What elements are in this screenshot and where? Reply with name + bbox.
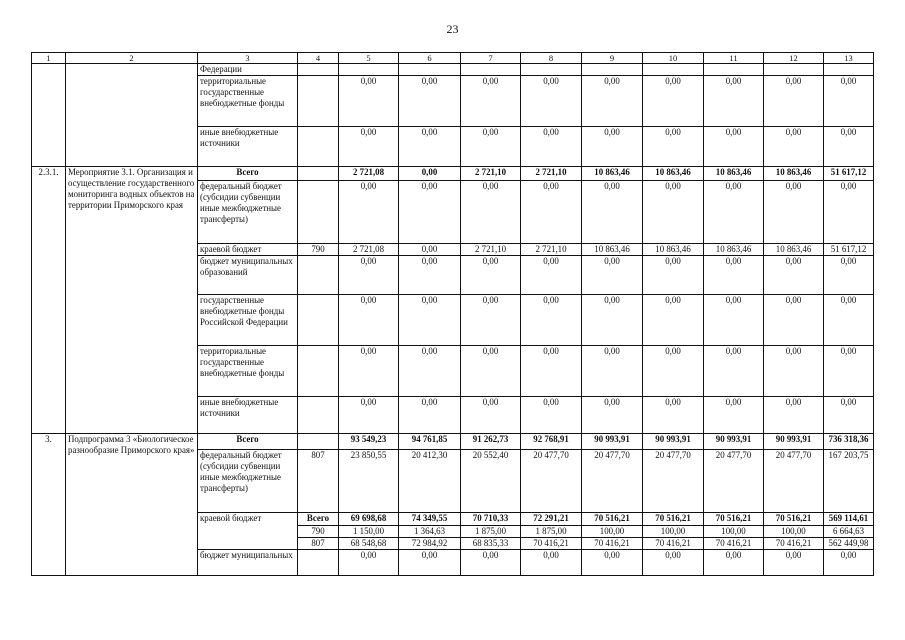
amount-cell: 68 835,33 xyxy=(461,538,521,550)
amount-cell: 20 412,30 xyxy=(399,450,461,513)
amount-cell: 0,00 xyxy=(399,244,461,256)
amount-cell: 100,00 xyxy=(643,526,704,538)
amount-cell: 20 477,70 xyxy=(643,450,704,513)
funding-source-cell: Всего xyxy=(198,167,298,181)
amount-cell: 0,00 xyxy=(399,127,461,167)
amount-cell: 0,00 xyxy=(704,127,764,167)
column-header: 8 xyxy=(521,53,582,64)
amount-cell: 90 993,91 xyxy=(704,434,764,450)
amount-cell: 0,00 xyxy=(704,295,764,346)
budget-code-cell: 807 xyxy=(298,538,339,550)
amount-cell: 0,00 xyxy=(461,127,521,167)
amount-cell: 10 863,46 xyxy=(704,244,764,256)
column-number-row xyxy=(32,53,874,64)
page-number: 23 xyxy=(446,22,459,36)
budget-code-cell xyxy=(298,295,339,346)
amount-cell xyxy=(399,64,461,76)
amount-cell: 562 449,98 xyxy=(824,538,874,550)
budget-code-cell: 790 xyxy=(298,244,339,256)
amount-cell: 0,00 xyxy=(764,76,824,127)
amount-cell: 23 850,55 xyxy=(339,450,399,513)
amount-cell: 0,00 xyxy=(643,346,704,397)
amount-cell: 70 416,21 xyxy=(704,538,764,550)
amount-cell: 0,00 xyxy=(643,550,704,576)
amount-cell: 0,00 xyxy=(399,256,461,295)
funding-source-cell: краевой бюджет xyxy=(198,513,298,550)
amount-cell: 569 114,61 xyxy=(824,513,874,526)
column-header: 1 xyxy=(32,53,66,64)
amount-cell: 0,00 xyxy=(461,256,521,295)
amount-cell: 0,00 xyxy=(704,550,764,576)
amount-cell: 90 993,91 xyxy=(582,434,643,450)
amount-cell: 0,00 xyxy=(582,550,643,576)
amount-cell xyxy=(582,64,643,76)
column-header: 6 xyxy=(399,53,461,64)
amount-cell: 1 364,63 xyxy=(399,526,461,538)
amount-cell: 2 721,08 xyxy=(339,244,399,256)
item-number-cell: 2.3.1. xyxy=(32,167,66,434)
funding-source-cell: федеральный бюджет (субсидии субвенции иные межбюджетные трансферты) xyxy=(198,450,298,513)
amount-cell: 74 349,55 xyxy=(399,513,461,526)
amount-cell: 0,00 xyxy=(399,397,461,434)
amount-cell: 94 761,85 xyxy=(399,434,461,450)
amount-cell xyxy=(643,64,704,76)
amount-cell: 2 721,10 xyxy=(521,167,582,181)
column-header: 13 xyxy=(824,53,874,64)
amount-cell: 0,00 xyxy=(824,76,874,127)
amount-cell: 0,00 xyxy=(643,295,704,346)
amount-cell: 0,00 xyxy=(339,76,399,127)
amount-cell: 0,00 xyxy=(764,256,824,295)
amount-cell: 51 617,12 xyxy=(824,167,874,181)
budget-code-cell: Всего xyxy=(298,513,339,526)
amount-cell: 68 548,68 xyxy=(339,538,399,550)
amount-cell: 0,00 xyxy=(704,256,764,295)
amount-cell: 2 721,10 xyxy=(521,244,582,256)
amount-cell: 0,00 xyxy=(824,397,874,434)
amount-cell: 0,00 xyxy=(521,295,582,346)
amount-cell: 2 721,08 xyxy=(339,167,399,181)
amount-cell: 0,00 xyxy=(704,397,764,434)
amount-cell: 2 721,10 xyxy=(461,244,521,256)
amount-cell: 20 477,70 xyxy=(764,450,824,513)
amount-cell: 100,00 xyxy=(582,526,643,538)
budget-code-cell xyxy=(298,346,339,397)
budget-table xyxy=(31,52,874,576)
amount-cell: 10 863,46 xyxy=(582,167,643,181)
amount-cell: 1 150,00 xyxy=(339,526,399,538)
amount-cell: 736 318,36 xyxy=(824,434,874,450)
amount-cell: 0,00 xyxy=(339,181,399,244)
amount-cell: 70 516,21 xyxy=(643,513,704,526)
amount-cell: 10 863,46 xyxy=(704,167,764,181)
amount-cell: 20 477,70 xyxy=(582,450,643,513)
amount-cell: 0,00 xyxy=(643,127,704,167)
amount-cell: 0,00 xyxy=(764,397,824,434)
budget-code-cell xyxy=(298,76,339,127)
amount-cell: 70 416,21 xyxy=(521,538,582,550)
amount-cell: 0,00 xyxy=(399,76,461,127)
budget-code-cell xyxy=(298,256,339,295)
amount-cell: 70 516,21 xyxy=(764,513,824,526)
amount-cell: 167 203,75 xyxy=(824,450,874,513)
amount-cell: 0,00 xyxy=(399,167,461,181)
amount-cell: 0,00 xyxy=(643,181,704,244)
amount-cell: 0,00 xyxy=(339,295,399,346)
amount-cell: 20 477,70 xyxy=(521,450,582,513)
amount-cell: 0,00 xyxy=(399,346,461,397)
amount-cell: 0,00 xyxy=(461,397,521,434)
budget-code-cell xyxy=(298,167,339,181)
funding-source-cell: бюджет муниципальных xyxy=(198,550,298,576)
budget-code-cell: 790 xyxy=(298,526,339,538)
column-header: 9 xyxy=(582,53,643,64)
amount-cell: 0,00 xyxy=(582,181,643,244)
amount-cell: 90 993,91 xyxy=(643,434,704,450)
amount-cell: 0,00 xyxy=(824,295,874,346)
item-name-cell: Мероприятие 3.1. Организация и осуществление государственного мониторинга водных объектов на территории Приморского края xyxy=(66,167,198,434)
amount-cell: 0,00 xyxy=(704,76,764,127)
amount-cell: 0,00 xyxy=(643,397,704,434)
amount-cell: 0,00 xyxy=(764,127,824,167)
column-header: 4 xyxy=(298,53,339,64)
amount-cell: 0,00 xyxy=(461,550,521,576)
column-header: 11 xyxy=(704,53,764,64)
amount-cell: 0,00 xyxy=(339,256,399,295)
amount-cell: 10 863,46 xyxy=(643,167,704,181)
amount-cell xyxy=(461,64,521,76)
amount-cell: 10 863,46 xyxy=(582,244,643,256)
amount-cell: 0,00 xyxy=(521,397,582,434)
amount-cell: 0,00 xyxy=(521,127,582,167)
amount-cell: 0,00 xyxy=(461,76,521,127)
amount-cell: 0,00 xyxy=(764,550,824,576)
amount-cell: 0,00 xyxy=(824,550,874,576)
amount-cell xyxy=(764,64,824,76)
column-header: 10 xyxy=(643,53,704,64)
amount-cell: 0,00 xyxy=(339,127,399,167)
funding-source-cell: бюджет муниципальных образований xyxy=(198,256,298,295)
funding-source-cell: территориальные государственные внебюджетные фонды xyxy=(198,76,298,127)
item-number-cell: 3. xyxy=(32,434,66,576)
funding-source-cell: краевой бюджет xyxy=(198,244,298,256)
amount-cell: 0,00 xyxy=(824,181,874,244)
budget-code-cell xyxy=(298,181,339,244)
amount-cell: 72 984,92 xyxy=(399,538,461,550)
column-header: 12 xyxy=(764,53,824,64)
funding-source-cell: Федерации xyxy=(198,64,298,76)
amount-cell: 70 416,21 xyxy=(764,538,824,550)
amount-cell: 0,00 xyxy=(399,295,461,346)
item-name-cell xyxy=(66,64,198,167)
amount-cell: 20 477,70 xyxy=(704,450,764,513)
amount-cell: 0,00 xyxy=(643,256,704,295)
amount-cell: 0,00 xyxy=(824,127,874,167)
funding-source-cell: иные внебюджетные источники xyxy=(198,397,298,434)
table-row xyxy=(32,64,874,76)
amount-cell: 1 875,00 xyxy=(461,526,521,538)
amount-cell: 0,00 xyxy=(461,295,521,346)
amount-cell: 0,00 xyxy=(582,346,643,397)
budget-code-cell xyxy=(298,550,339,576)
amount-cell: 10 863,46 xyxy=(764,244,824,256)
amount-cell: 6 664,63 xyxy=(824,526,874,538)
amount-cell: 69 698,68 xyxy=(339,513,399,526)
amount-cell xyxy=(339,64,399,76)
table-row xyxy=(32,434,874,450)
amount-cell xyxy=(824,64,874,76)
amount-cell: 0,00 xyxy=(582,76,643,127)
amount-cell: 70 710,33 xyxy=(461,513,521,526)
amount-cell: 2 721,10 xyxy=(461,167,521,181)
budget-code-cell: 807 xyxy=(298,450,339,513)
amount-cell: 0,00 xyxy=(582,127,643,167)
amount-cell: 0,00 xyxy=(521,256,582,295)
column-header: 3 xyxy=(198,53,298,64)
amount-cell: 92 768,91 xyxy=(521,434,582,450)
amount-cell: 70 416,21 xyxy=(582,538,643,550)
amount-cell: 0,00 xyxy=(521,76,582,127)
amount-cell: 70 516,21 xyxy=(582,513,643,526)
column-header: 2 xyxy=(66,53,198,64)
amount-cell: 91 262,73 xyxy=(461,434,521,450)
funding-source-cell: территориальные государственные внебюджетные фонды xyxy=(198,346,298,397)
item-number-cell xyxy=(32,64,66,167)
amount-cell: 0,00 xyxy=(339,397,399,434)
amount-cell: 0,00 xyxy=(582,256,643,295)
amount-cell: 72 291,21 xyxy=(521,513,582,526)
amount-cell: 90 993,91 xyxy=(764,434,824,450)
amount-cell: 0,00 xyxy=(461,181,521,244)
amount-cell: 0,00 xyxy=(764,346,824,397)
amount-cell: 100,00 xyxy=(704,526,764,538)
amount-cell: 0,00 xyxy=(824,256,874,295)
amount-cell: 0,00 xyxy=(643,76,704,127)
funding-source-cell: федеральный бюджет (субсидии субвенции иные межбюджетные трансферты) xyxy=(198,181,298,244)
column-header: 5 xyxy=(339,53,399,64)
amount-cell: 0,00 xyxy=(764,181,824,244)
amount-cell: 70 416,21 xyxy=(643,538,704,550)
amount-cell: 0,00 xyxy=(582,397,643,434)
amount-cell: 70 516,21 xyxy=(704,513,764,526)
table-row xyxy=(32,167,874,181)
item-name-cell: Подпрограмма 3 «Биологическое разнообразие Приморского края» xyxy=(66,434,198,576)
amount-cell: 0,00 xyxy=(764,295,824,346)
amount-cell: 0,00 xyxy=(704,346,764,397)
funding-source-cell: государственные внебюджетные фонды Российской Федерации xyxy=(198,295,298,346)
amount-cell: 0,00 xyxy=(521,181,582,244)
amount-cell: 0,00 xyxy=(704,181,764,244)
amount-cell: 0,00 xyxy=(461,346,521,397)
amount-cell: 0,00 xyxy=(521,550,582,576)
funding-source-cell: Всего xyxy=(198,434,298,450)
amount-cell: 0,00 xyxy=(521,346,582,397)
amount-cell: 0,00 xyxy=(399,181,461,244)
budget-code-cell xyxy=(298,434,339,450)
amount-cell: 100,00 xyxy=(764,526,824,538)
budget-code-cell xyxy=(298,127,339,167)
amount-cell: 0,00 xyxy=(339,550,399,576)
amount-cell: 1 875,00 xyxy=(521,526,582,538)
amount-cell: 0,00 xyxy=(339,346,399,397)
column-header: 7 xyxy=(461,53,521,64)
amount-cell: 0,00 xyxy=(824,346,874,397)
amount-cell: 0,00 xyxy=(399,550,461,576)
amount-cell: 10 863,46 xyxy=(764,167,824,181)
budget-code-cell xyxy=(298,397,339,434)
funding-source-cell: иные внебюджетные источники xyxy=(198,127,298,167)
amount-cell: 0,00 xyxy=(582,295,643,346)
amount-cell: 51 617,12 xyxy=(824,244,874,256)
amount-cell: 10 863,46 xyxy=(643,244,704,256)
amount-cell xyxy=(704,64,764,76)
budget-code-cell xyxy=(298,64,339,76)
amount-cell xyxy=(521,64,582,76)
amount-cell: 20 552,40 xyxy=(461,450,521,513)
amount-cell: 93 549,23 xyxy=(339,434,399,450)
